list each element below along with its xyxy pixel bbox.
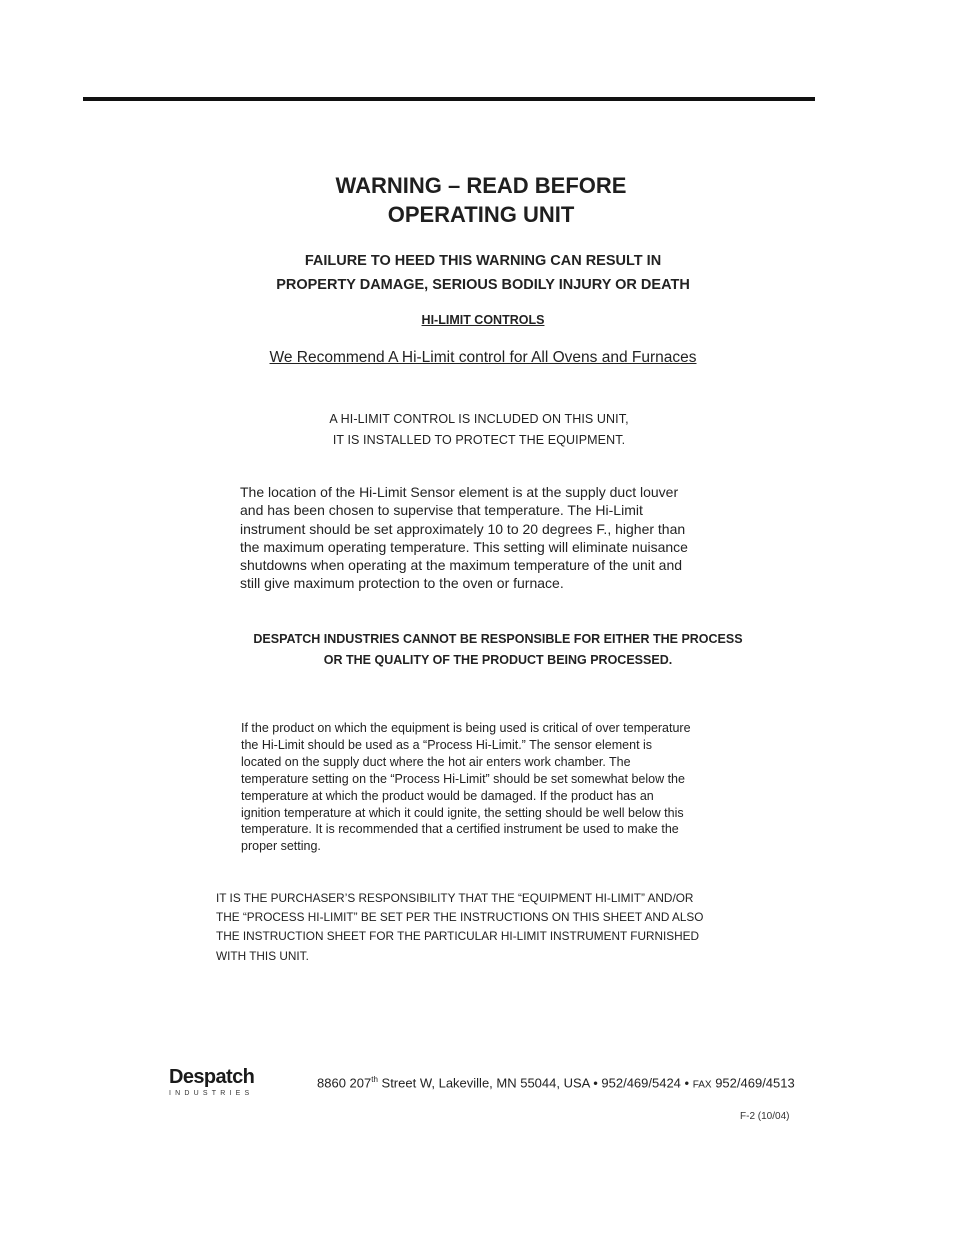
paragraph2-line: proper setting. — [241, 839, 321, 854]
paragraph1-line: shutdowns when operating at the maximum temperature of the unit and — [240, 557, 683, 574]
address-number: 8860 207 — [317, 1075, 372, 1091]
paragraph2-line: temperature setting on the “Process Hi-Limit” should be set somewhat below the — [241, 771, 685, 786]
warning-title — [0, 171, 954, 229]
included-notice — [0, 409, 954, 451]
purchaser-responsibility — [216, 889, 776, 966]
paragraph1-line: The location of the Hi-Limit Sensor element is at the supply duct louver — [240, 484, 679, 500]
top-rule — [83, 97, 815, 101]
fax-label: FAX — [692, 1079, 712, 1091]
purchaser-line: IT IS THE PURCHASER’S RESPONSIBILITY THAT THE “EQUIPMENT HI-LIMIT” AND/OR — [216, 891, 694, 905]
paragraph1-line: and has been chosen to supervise that temperature. The Hi-Limit — [240, 502, 643, 519]
warning-subtitle-line-1: FAILURE TO HEED THIS WARNING CAN RESULT IN — [304, 253, 662, 269]
paragraph2-line: If the product on which the equipment is being used is critical of over temperature — [241, 721, 691, 735]
paragraph2-line: ignition temperature at which it could ignite, the setting should be well below this — [241, 805, 684, 820]
disclaimer-line-1: DESPATCH INDUSTRIES CANNOT BE RESPONSIBLE FOR EITHER THE PROCESS — [253, 632, 743, 646]
warning-title-line-2: OPERATING UNIT — [387, 202, 575, 227]
logo-subtitle: INDUSTRIES — [169, 1090, 254, 1097]
form-number: F-2 (10/04) — [740, 1111, 790, 1122]
disclaimer-line-2: OR THE QUALITY OF THE PRODUCT BEING PROCESSED. — [323, 653, 673, 667]
paragraph1-line: the maximum operating temperature. This setting will eliminate nuisance — [240, 538, 688, 555]
company-address — [317, 1075, 795, 1090]
fax-number: 952/469/4513 — [711, 1075, 795, 1091]
purchaser-line: THE “PROCESS HI-LIMIT” BE SET PER THE INSTRUCTIONS ON THIS SHEET AND ALSO — [216, 910, 704, 925]
paragraph1-line: instrument should be set approximately 10 to 20 degrees F., higher than — [240, 520, 686, 537]
liability-disclaimer — [0, 629, 954, 671]
process-hi-limit-paragraph — [241, 720, 781, 855]
section-heading: HI-LIMIT CONTROLS — [421, 313, 545, 327]
warning-subtitle-line-2: PROPERTY DAMAGE, SERIOUS BODILY INJURY OR DEATH — [276, 277, 690, 293]
address-suffix: th — [371, 1075, 378, 1084]
logo-wordmark: Despatch — [169, 1066, 255, 1088]
paragraph2-line: the Hi-Limit should be used as a “Process Hi-Limit.” The sensor element is — [241, 737, 653, 752]
sensor-location-paragraph — [240, 483, 770, 593]
paragraph2-line: temperature. It is recommended that a certified instrument be used to make the — [241, 822, 679, 837]
recommendation-text: We Recommend A Hi-Limit control for All Ovens and Furnaces — [269, 349, 697, 366]
despatch-logo — [169, 1066, 254, 1097]
included-line-2: IT IS INSTALLED TO PROTECT THE EQUIPMENT. — [332, 433, 626, 447]
paragraph2-line: located on the supply duct where the hot air enters work chamber. The — [241, 754, 631, 769]
included-line-1: A HI-LIMIT CONTROL IS INCLUDED ON THIS UNIT, — [329, 412, 629, 426]
warning-subtitle — [0, 249, 954, 297]
warning-title-line-1: WARNING – READ BEFORE — [335, 173, 627, 198]
purchaser-line: WITH THIS UNIT. — [216, 948, 309, 963]
paragraph1-line: still give maximum protection to the oven or furnace. — [240, 575, 564, 592]
address-street-phone: Street W, Lakeville, MN 55044, USA • 952/469/5424 • — [377, 1075, 693, 1091]
purchaser-line: THE INSTRUCTION SHEET FOR THE PARTICULAR HI-LIMIT INSTRUMENT FURNISHED — [216, 929, 700, 944]
paragraph2-line: temperature at which the product would be damaged. If the product has an — [241, 788, 654, 803]
